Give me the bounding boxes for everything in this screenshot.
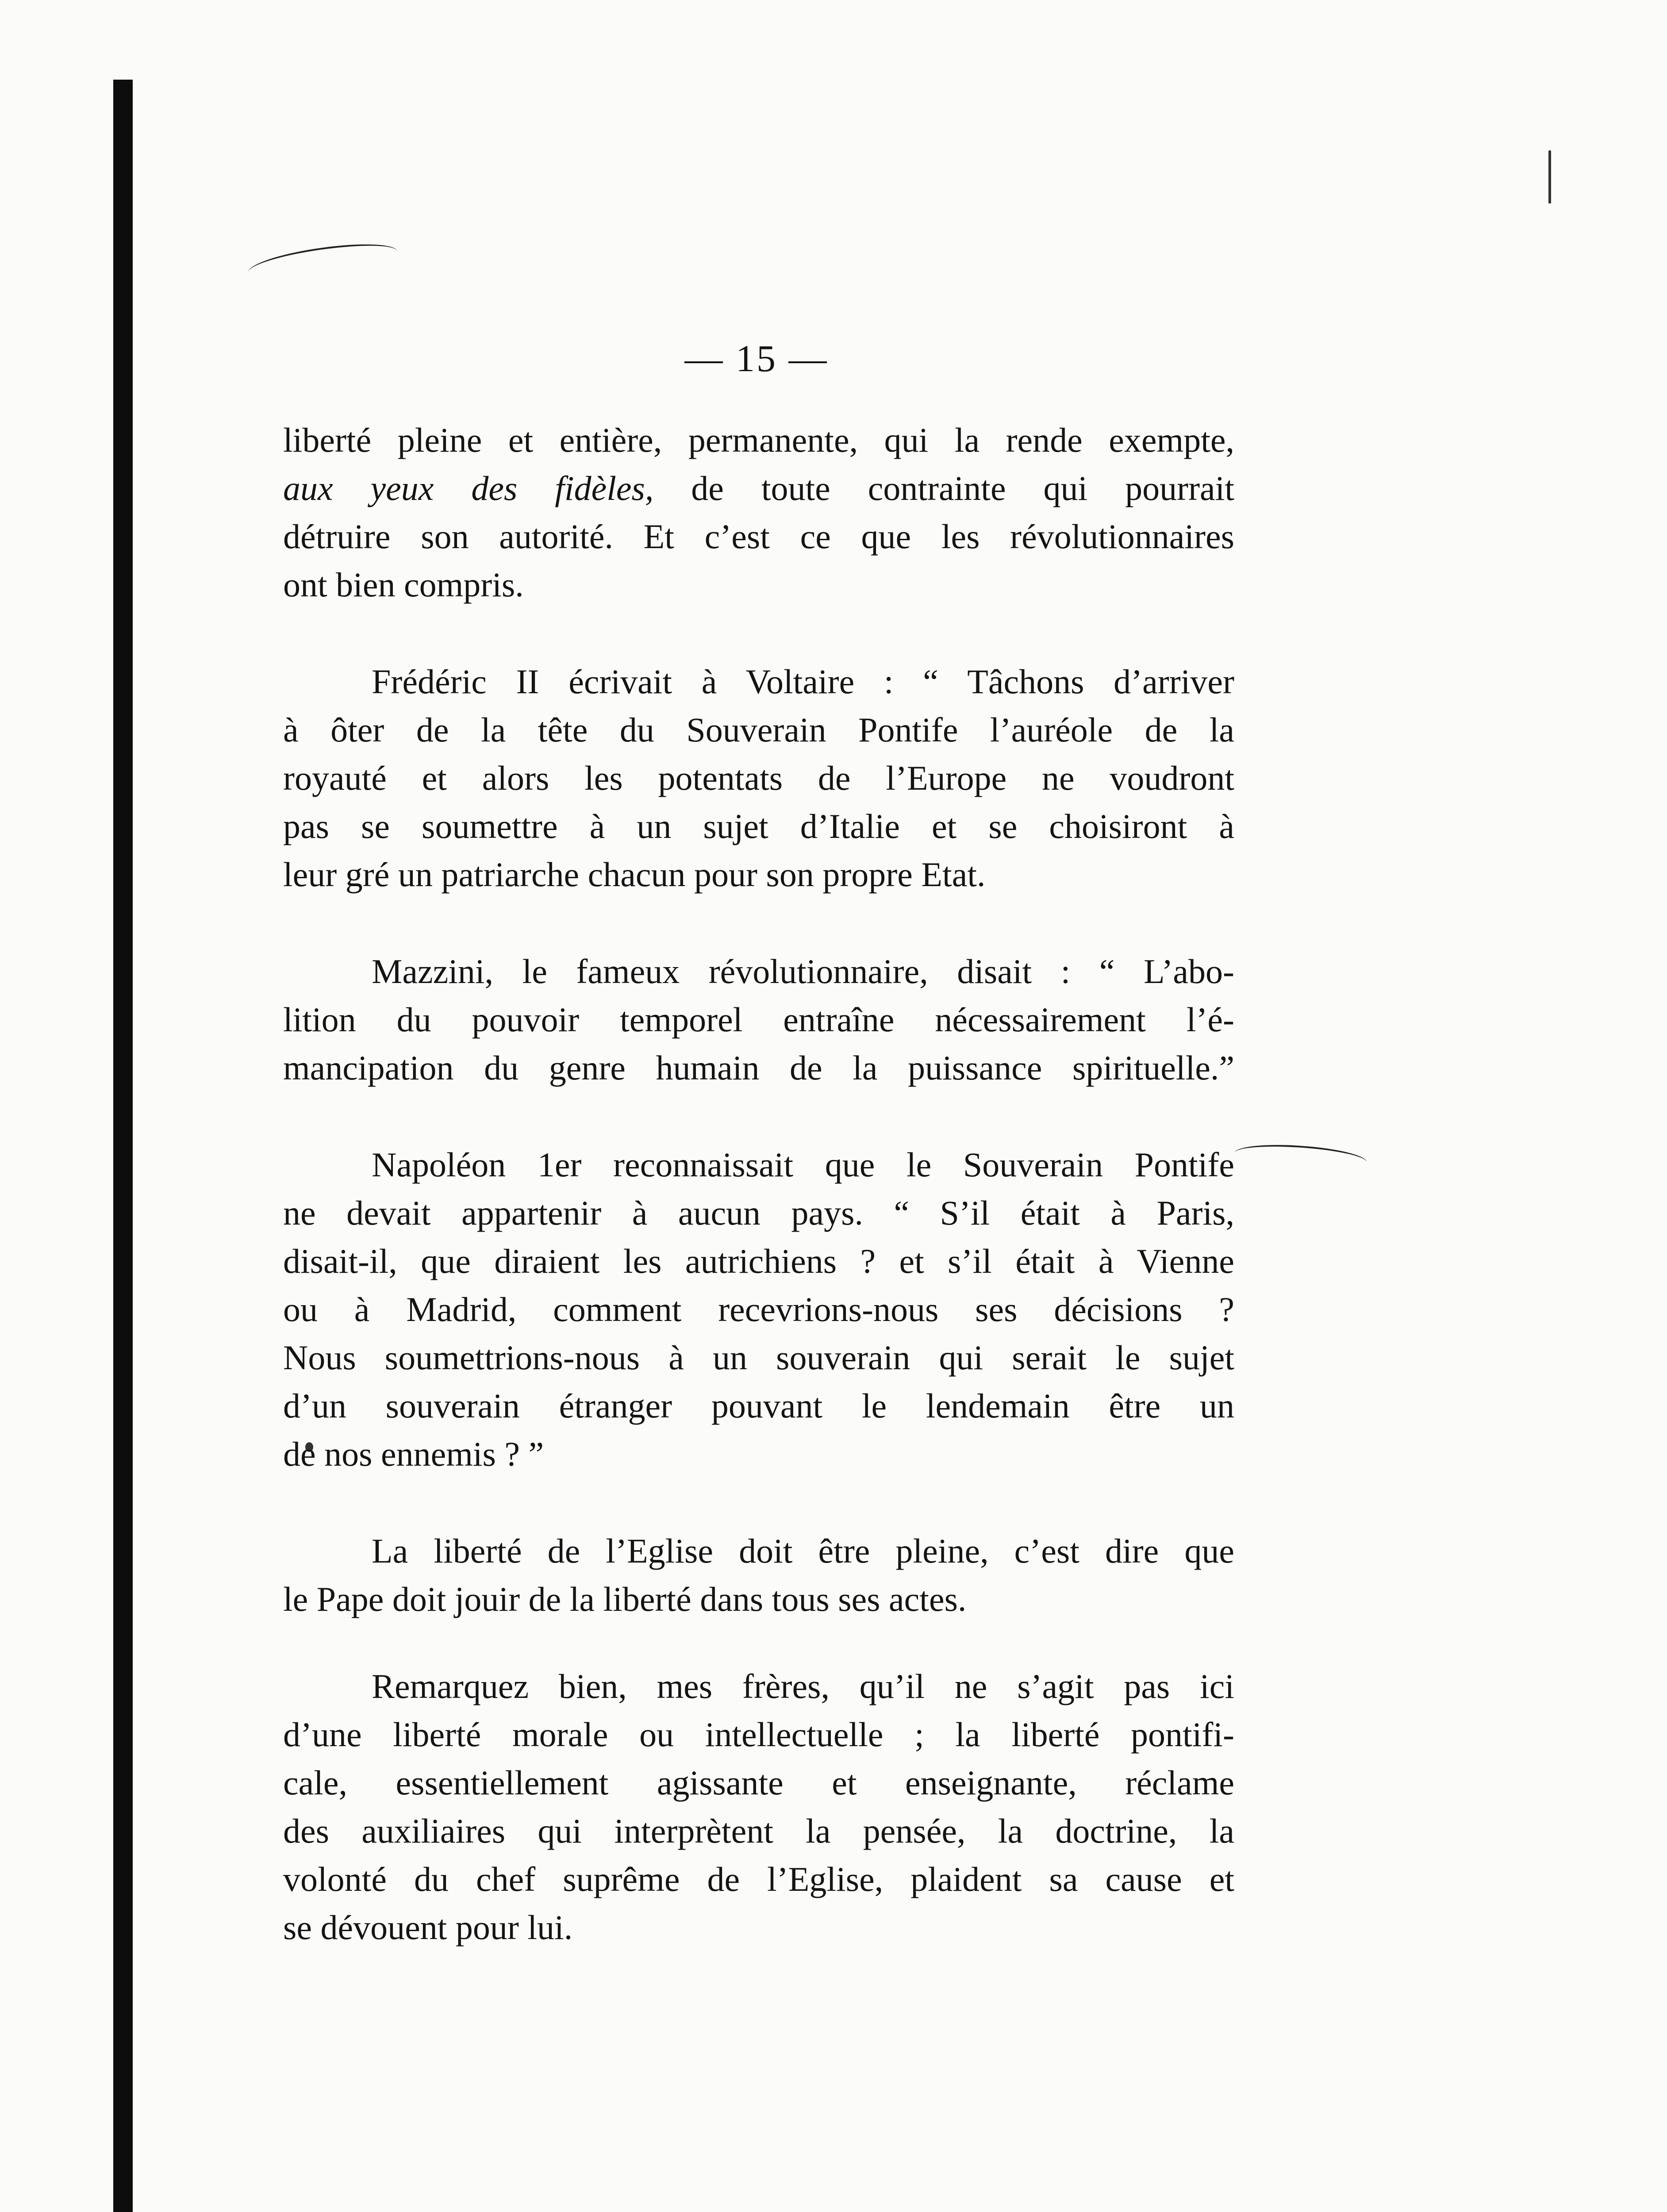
- text-line: cale, essentiellement agissante et enseignante, réclame: [283, 1763, 1234, 1802]
- text-line: des auxiliaires qui interprètent la pensée, la doctrine, la: [283, 1812, 1234, 1850]
- text-line: se dévouent pour lui.: [283, 1908, 573, 1947]
- page-body: [283, 416, 1234, 1951]
- text-line: ont bien compris.: [283, 565, 524, 604]
- text-line: disait-il, que diraient les autrichiens ? et s’il était à Vienne: [283, 1242, 1234, 1280]
- pencil-mark-margin: [1233, 1141, 1367, 1175]
- text-fragment: de toute contrainte qui pourrait: [653, 469, 1235, 507]
- italic-phrase: aux yeux des fidèles,: [283, 469, 654, 507]
- text-line: d’une liberté morale ou intellectuelle ; la liberté pontifi-: [283, 1715, 1234, 1754]
- pencil-mark-top: [246, 238, 399, 287]
- text-line: le Pape doit jouir de la liberté dans tous ses actes.: [283, 1580, 967, 1618]
- text-line: de nos ennemis ? ”: [283, 1435, 544, 1473]
- text-line: royauté et alors les potentats de l’Europe ne voudront: [283, 759, 1234, 797]
- text-line: Mazzini, le fameux révolutionnaire, disait : “ L’abo-: [372, 952, 1234, 991]
- text-line: leur gré un patriarche chacun pour son propre Etat.: [283, 855, 986, 894]
- text-line: liberté pleine et entière, permanente, qui la rende exempte,: [283, 421, 1234, 459]
- text-line: pas se soumettre à un sujet d’Italie et se choisiront à: [283, 807, 1234, 845]
- text-line: à ôter de la tête du Souverain Pontife l’auréole de la: [283, 710, 1234, 749]
- binding-edge: [113, 80, 133, 2212]
- text-line: volonté du chef suprême de l’Eglise, plaident sa cause et: [283, 1860, 1234, 1898]
- text-line: Remarquez bien, mes frères, qu’il ne s’agit pas ici: [372, 1667, 1234, 1705]
- text-line: mancipation du genre humain de la puissance spirituelle.”: [283, 1048, 1234, 1087]
- text-line: ne devait appartenir à aucun pays. “ S’il était à Paris,: [283, 1194, 1234, 1232]
- text-line: Frédéric II écrivait à Voltaire : “ Tâchons d’arriver: [372, 662, 1234, 701]
- paragraph: [283, 1141, 1234, 1478]
- paragraph: [283, 416, 1234, 609]
- paragraph: [283, 1662, 1234, 1951]
- text-line: Nous soumettrions-nous à un souverain qui serait le sujet: [283, 1338, 1234, 1377]
- paragraph: [283, 1527, 1234, 1623]
- text-line: Napoléon 1er reconnaissait que le Souverain Pontife: [372, 1145, 1234, 1184]
- page-number: — 15 —: [684, 337, 829, 380]
- text-line: détruire son autorité. Et c’est ce que les révolutionnaires: [283, 517, 1234, 556]
- ink-speck: [1548, 150, 1551, 204]
- text-line: d’un souverain étranger pouvant le lendemain être un: [283, 1386, 1234, 1425]
- paragraph: [283, 657, 1234, 899]
- text-line: lition du pouvoir temporel entraîne nécessairement l’é-: [283, 1000, 1234, 1039]
- text-line: [283, 464, 1234, 512]
- paragraph: [283, 947, 1234, 1092]
- text-line: ou à Madrid, comment recevrions-nous ses décisions ?: [283, 1290, 1234, 1329]
- text-line: La liberté de l’Eglise doit être pleine, c’est dire que: [372, 1532, 1234, 1570]
